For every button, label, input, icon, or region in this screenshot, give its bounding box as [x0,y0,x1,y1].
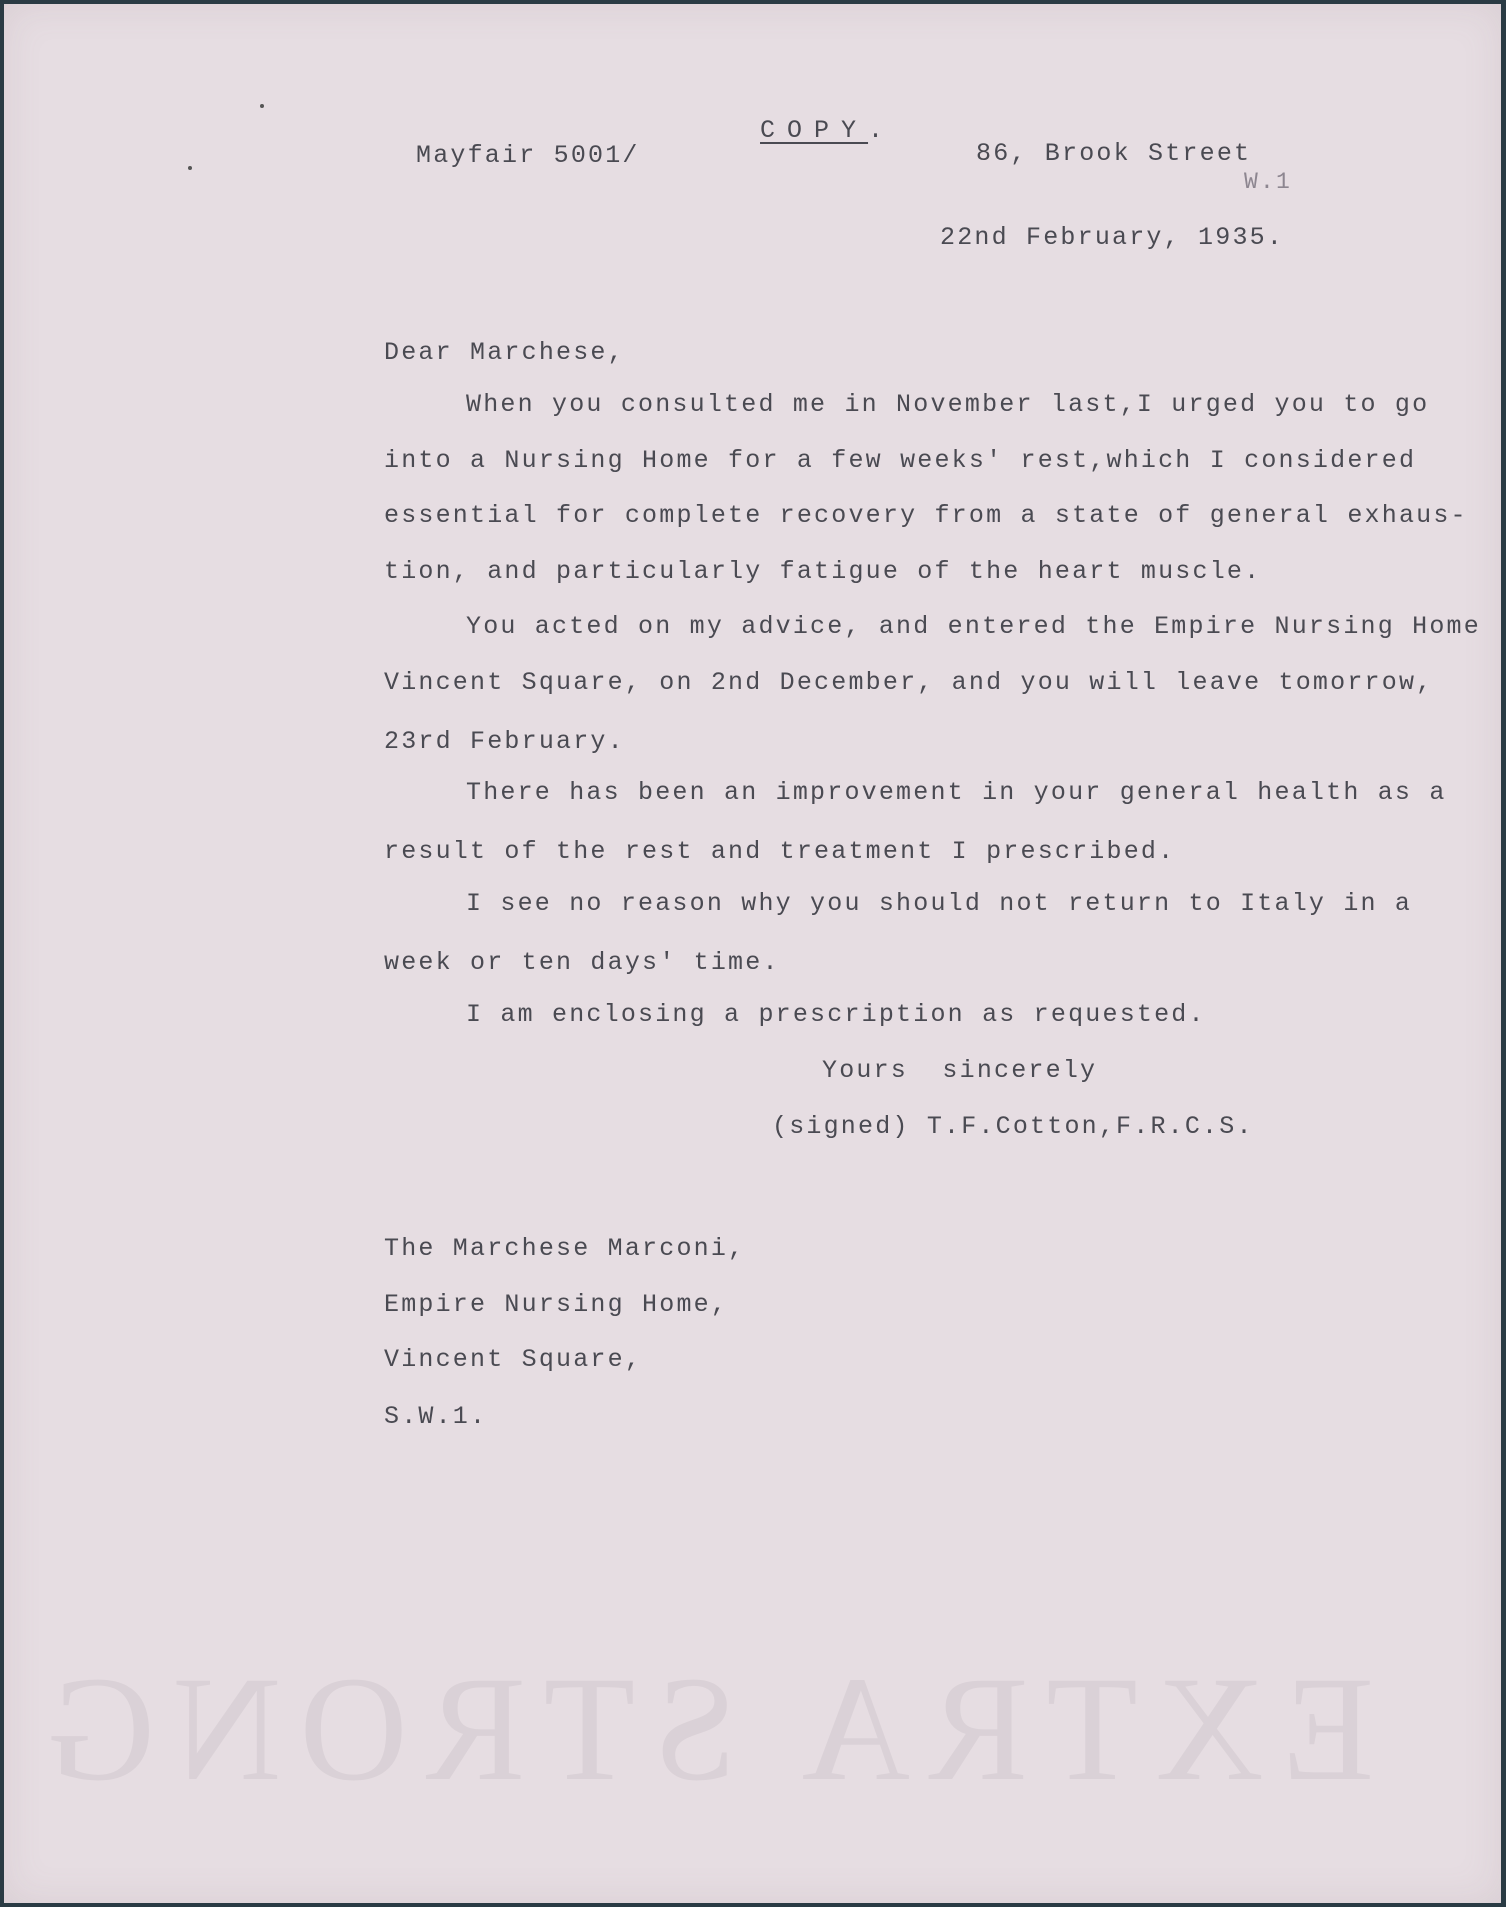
recipient-line: The Marchese Marconi, [384,1234,746,1263]
recipient-line: S.W.1. [384,1402,488,1431]
paper-watermark: EXTRA STRONG [28,1646,1374,1812]
ink-speck [260,104,264,108]
body-line: result of the rest and treatment I prescribed. [384,837,1176,866]
body-line: I see no reason why you should not return to Italy in a [466,889,1413,918]
copy-heading-period: . [868,116,896,145]
closing: Yours sincerely [822,1056,1098,1085]
signature: (signed) T.F.Cotton,F.R.C.S. [772,1112,1254,1141]
copy-heading-text: COPY [760,116,869,145]
body-line: There has been an improvement in your general health as a [466,778,1447,807]
copy-heading [652,86,895,176]
body-line: I am enclosing a prescription as requested. [466,1000,1206,1029]
telephone-number: Mayfair 5001/ [416,141,640,170]
ink-speck [188,166,192,170]
body-line: When you consulted me in November last,I urged you to go [466,390,1430,419]
sender-address-district: W.1 [1244,169,1293,195]
body-line: week or ten days' time. [384,948,780,977]
body-line: Vincent Square, on 2nd December, and you will leave tomorrow, [384,668,1434,697]
recipient-line: Vincent Square, [384,1345,643,1374]
salutation: Dear Marchese, [384,338,625,367]
body-line: essential for complete recovery from a state of general exhaus- [384,501,1468,530]
body-line: You acted on my advice, and entered the Empire Nursing Home [466,612,1481,641]
body-line: 23rd February. [384,727,625,756]
sender-address-street: 86, Brook Street [976,139,1252,168]
body-line: tion, and particularly fatigue of the heart muscle. [384,557,1262,586]
letter-date: 22nd February, 1935. [940,223,1285,252]
letter-page [4,4,1501,1903]
body-line: into a Nursing Home for a few weeks' rest,which I considered [384,446,1417,475]
recipient-line: Empire Nursing Home, [384,1290,729,1319]
